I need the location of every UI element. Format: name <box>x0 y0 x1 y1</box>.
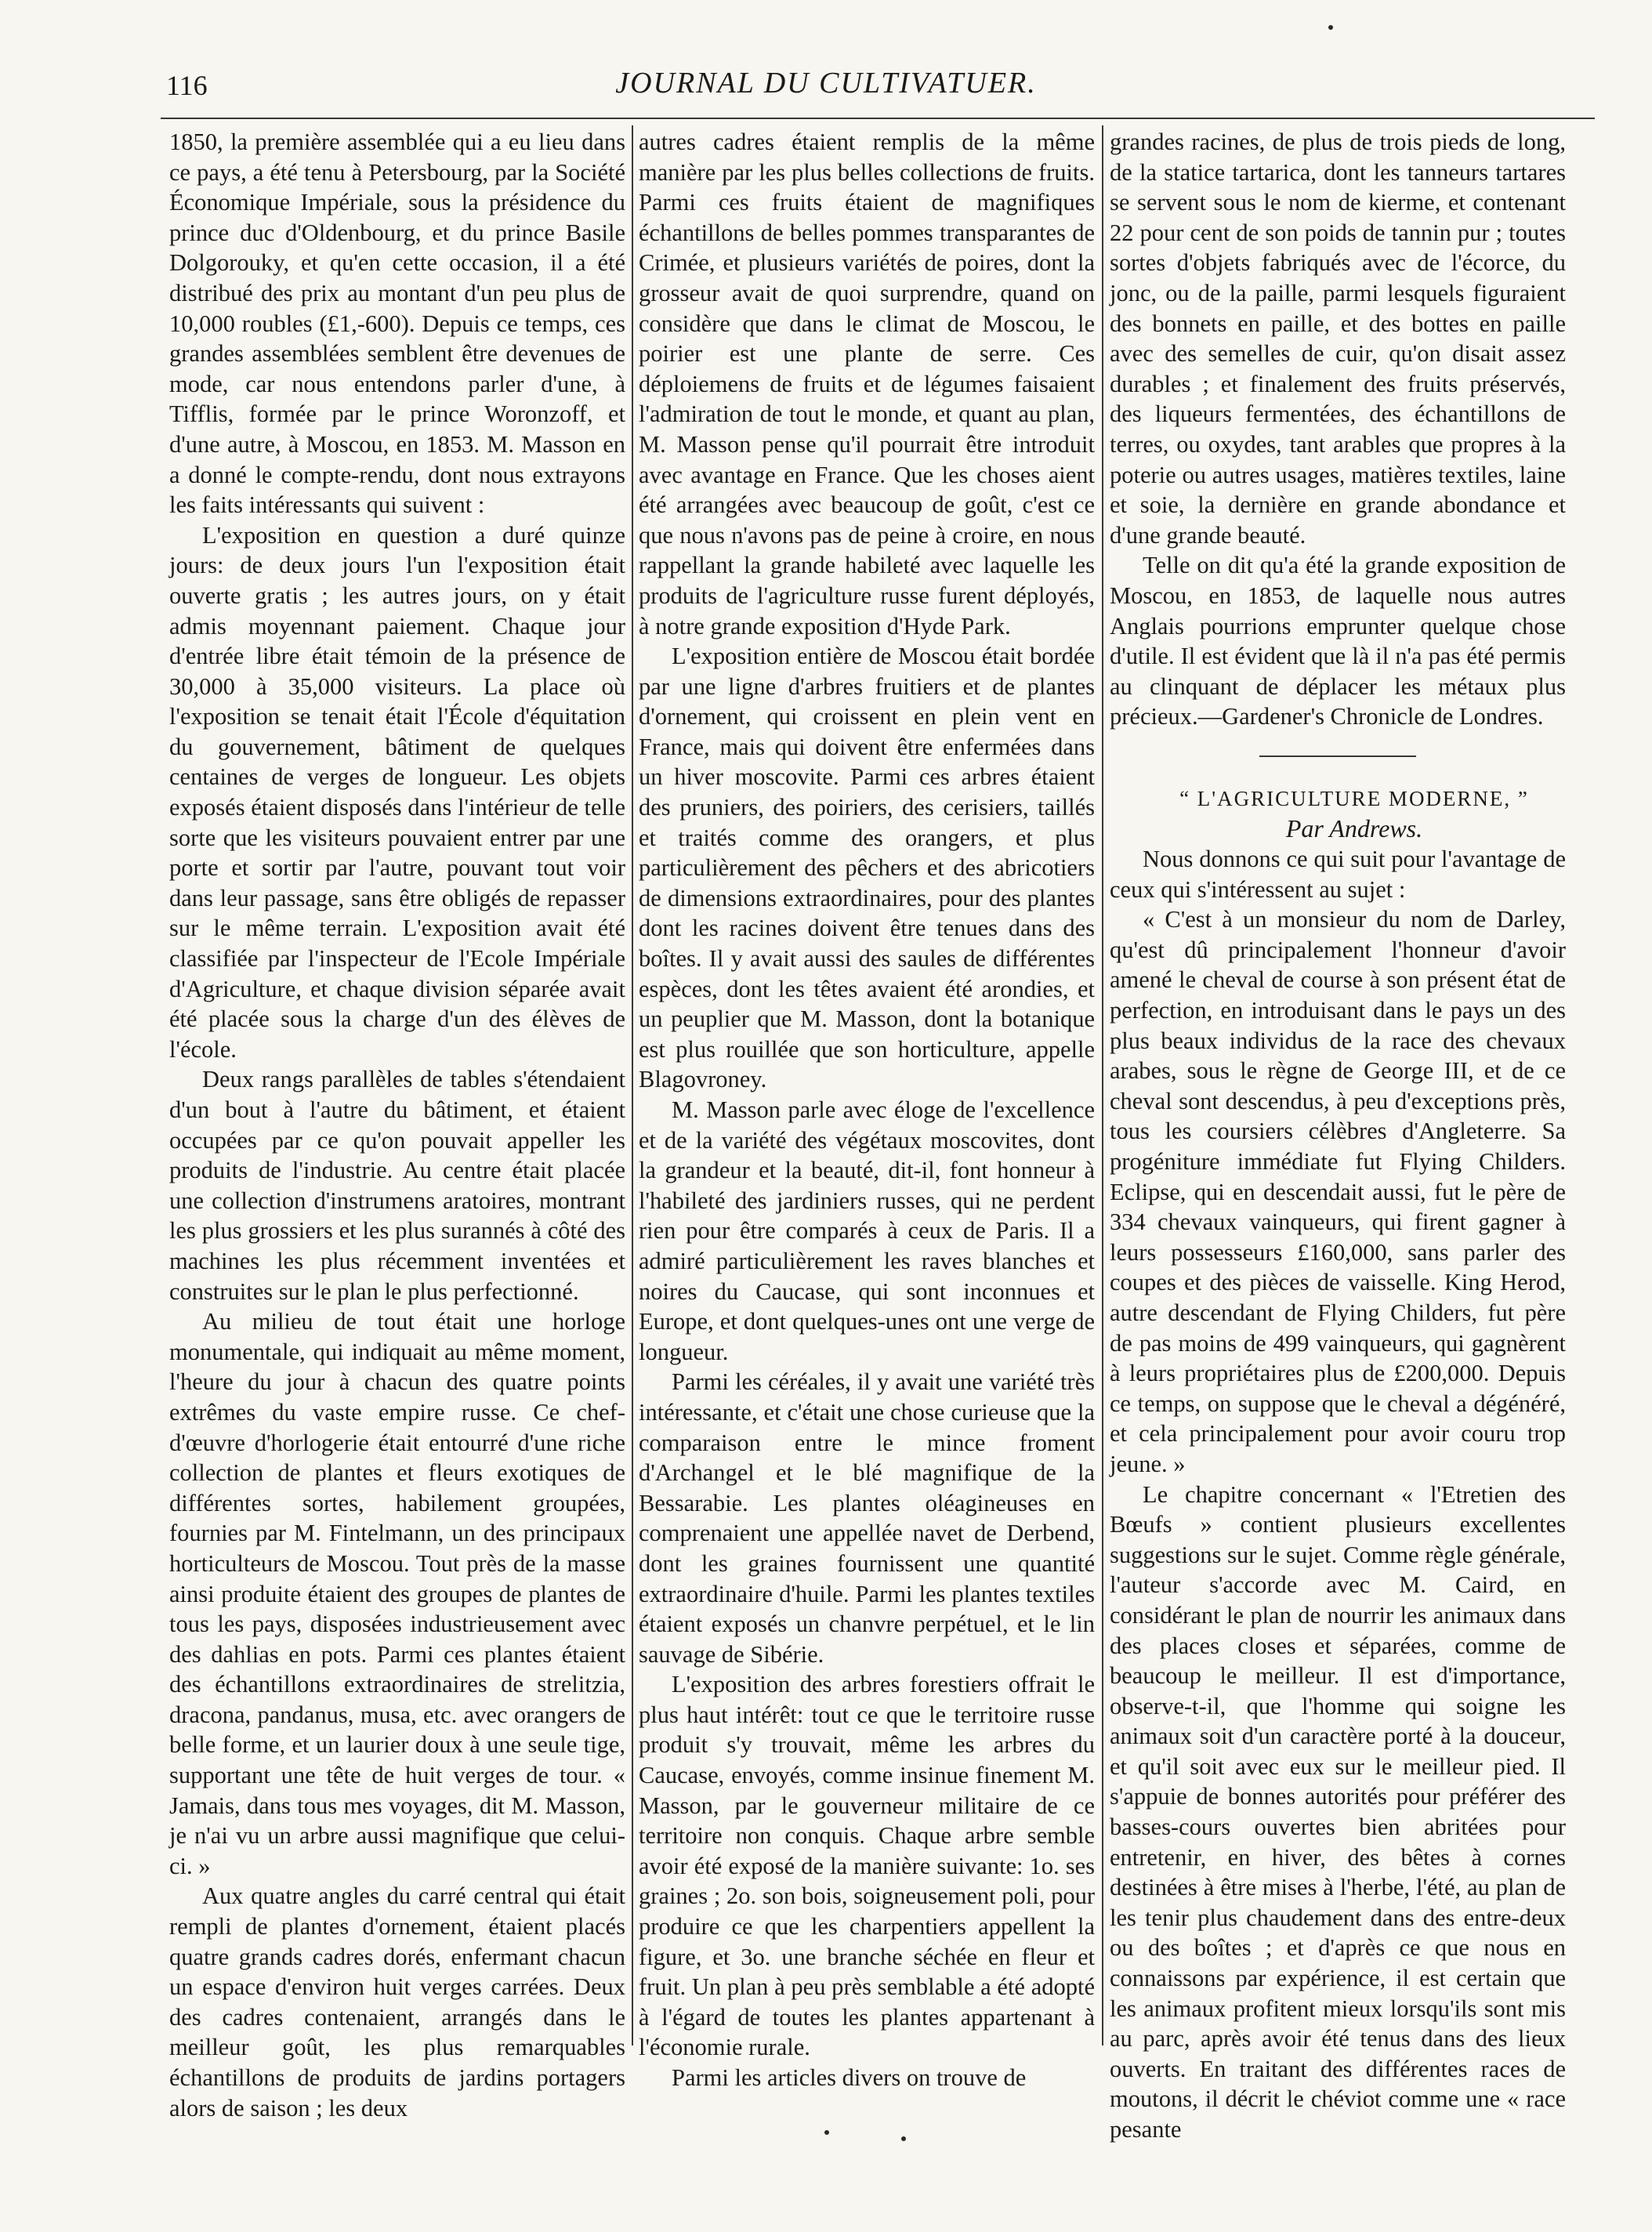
paragraph: L'exposition des arbres forestiers offrait le plus haut intérêt: tout ce que le territoire russe produit s'y trouvait, même les arbres du Caucase, envoyés, comme insinue finement M. Masson, par le gouverneur militaire de ce territoire non conquis. Chaque arbre semble avoir été exposé de la manière suivante: 1o. ses graines ; 2o. son bois, soigneusement poli, pour produire ce que les charpentiers appellent la figure, et 3o. une branche séchée en fleur et fruit. Un plan à peu près semblable a été adopté à l'égard de toutes les plantes appartenant à l'économie rurale. <box>639 1671 1095 2061</box>
paragraph: Parmi les articles divers on trouve de <box>672 2064 1027 2091</box>
paragraph: Le chapitre concernant « l'Etretien des Bœufs » contient plusieurs excellentes suggestions sur le sujet. Comme règle générale, l'auteur s'accorde avec M. Caird, en considérant le plan de nourrir les animaux dans des places closes et séparées, comme de beaucoup le meilleur. Il est d'importance, observe-t-il, que l'homme qui soigne les animaux soit d'un caractère porté à la douceur, et qu'il soit avec eux sur le meilleur pied. Il s'appuie de bonnes autorités pour préférer des basses-cours ouvertes bien abritées pour entretenir, en hiver, des bêtes à cornes destinées à être mises à l'herbe, l'été, au plan de les tenir plus chaudement dans des entre-deux ou des boîtes ; et d'après ce que nous en connaissons par expérience, il est certain que les animaux profitent mieux lorsqu'ils sont mis au parc, après avoir été tenus dans des lieux ouverts. En traitant des différentes races de moutons, il décrit le chéviot comme une « race pesante <box>1110 1480 1566 2143</box>
article-byline: Par Andrews. <box>1285 814 1423 843</box>
ink-speck <box>901 2136 906 2141</box>
paragraph: Nous donnons ce qui suit pour l'avantage de ceux qui s'intéressent au sujet : <box>1110 846 1566 903</box>
header-rule <box>161 118 1595 119</box>
paragraph: Telle on dit qu'a été la grande exposition de Moscou, en 1853, de laquelle nous autres Anglais pourrions emprunter quelque chose d'utile. Il est évident que là il n'a pas été permis au clinquant de déplacer les métaux plus précieux.—Gardener's Chronicle de Londres. <box>1110 552 1566 730</box>
ink-speck <box>824 2130 829 2135</box>
ink-speck <box>1328 25 1333 30</box>
column-divider <box>632 125 633 2045</box>
paragraph: grandes racines, de plus de trois pieds de long, de la statice tartarica, dont les tanneurs tartares se servent sous le nom de kierme, et contenant 22 pour cent de son poids de tannin pur ; toutes sortes d'objets fabriqués avec de l'écorce, du jonc, ou de la paille, parmi lesquels figuraient des bonnets en paille, et des bottes en paille avec des semelles de cuir, qu'on disait assez durables ; et finalement des fruits préservés, des liqueurs fermentées, des échantillons de terres, ou oxydes, tant arables que propres à la poterie ou autres usages, matières textiles, laine et soie, la dernière en grande abondance et d'une grande beauté. <box>1110 129 1566 549</box>
column-divider <box>1102 125 1103 2045</box>
paragraph: Au milieu de tout était une horloge monumentale, qui indiquait au même moment, l'heure du jour à chacun des quatre points extrêmes du vaste empire russe. Ce chef-d'œuvre d'horlogerie était entourré d'une riche collection de plantes et fleurs exotiques de différentes sortes, habilement groupées, fournies par M. Fintelmann, un des principaux horticulteurs de Moscou. Tout près de la masse ainsi produite étaient des groupes de plantes de tous les pays, disposées industrieusement avec des dahlias en pots. Parmi ces plantes étaient des échantillons extraordinaires de strelitzia, dracona, pandanus, musa, etc. avec orangers de belle forme, et un laurier doux à une seule tige, supportant une tête de huit verges de tour. « Jamais, dans tous mes voyages, dit M. Masson, je n'ai vu un arbre aussi magnifique que celui-ci. » <box>169 1308 625 1879</box>
paragraph: « C'est à un monsieur du nom de Darley, qu'est dû principalement l'honneur d'avoir amené le cheval de course à son présent état de perfection, en introduisant dans le pays un des plus beaux individus de la race des chevaux arabes, sous le règne de George III, et de ce cheval sont descendus, à peu d'exceptions près, tous les coursiers célèbres d'Angleterre. Sa progéniture immédiate fut Flying Childers. Eclipse, qui en descendait aussi, fut le père de 334 chevaux vainqueurs, qui firent gagner à leurs possesseurs £160,000, sans parler des coupes et des pièces de vaisselle. King Herod, autre descendant de Flying Childers, fut père de pas moins de 499 vainqueurs, qui gagnèrent à leurs propriétaires plus de £200,000. Depuis ce temps, on suppose que le cheval a dégénéré, et cela principalement pour avoir couru trop jeune. » <box>1110 906 1566 1477</box>
paragraph: L'exposition entière de Moscou était bordée par une ligne d'arbres fruitiers et de plantes d'ornement, qui croissent en plein vent en France, mais qui doivent être enfermées dans un hiver moscovite. Parmi ces arbres étaient des pruniers, des poiriers, des cerisiers, taillés et traités comme des orangers, et plus particulièrement des pêchers et des abricotiers de dimensions extraordinaires, pour des plantes dont les racines doivent être tenues dans des boîtes. Il y avait aussi des saules de différentes espèces, dont les têtes avaient été arondies, et un peuplier que M. Masson, dont la botanique est plus rouillée que son horticulture, appelle Blagovroney. <box>639 643 1095 1093</box>
paragraph: 1850, la première assemblée qui a eu lieu dans ce pays, a été tenu à Petersbourg, par la Société Économique Impériale, sous la présidence du prince duc d'Oldenbourg, et du prince Basile Dolgorouky, et qu'en cette occasion, il a été distribué des prix au montant d'un peu plus de 10,000 roubles (£1,-600). Depuis ce temps, ces grandes assemblées semblent être devenues de mode, car nous entendons parler d'une, à Tifflis, formée par le prince Woronzoff, et d'une autre, à Moscou, en 1853. M. Masson en a donné le compte-rendu, dont nous extrayons les faits intéressants qui suivent : <box>169 129 625 519</box>
article-title: “ L'AGRICULTURE MODERNE, ” <box>1179 786 1529 810</box>
paragraph: Aux quatre angles du carré central qui était rempli de plantes d'ornement, étaient placés quatre grands cadres dorés, enfermant chacun un espace d'environ huit verges carrées. Deux des cadres contenaient, arrangés dans le meilleur goût, les plus remarquables échantillons de produits de jardins portagers alors de saison ; les deux <box>169 1882 625 2121</box>
article-separator <box>1259 755 1416 757</box>
paragraph: Parmi les céréales, il y avait une variété très intéressante, et c'était une chose curieuse que la comparaison entre le mince froment d'Archangel et le blé magnifique de la Bessarabie. Les plantes oléagineuses en comprenaient une appellée navet de Derbend, dont les graines fournissent une quantité extraordinaire d'huile. Parmi les plantes textiles étaient exposés un chanvre perpétuel, et le lin sauvage de Sibérie. <box>639 1368 1095 1668</box>
paragraph: autres cadres étaient remplis de la même manière par les plus belles collections de fruits. Parmi ces fruits étaient de magnifiques échantillons de belles pommes transparantes de Crimée, et plusieurs variétés de poires, dont la grosseur avait de quoi surprendre, quand on considère que dans le climat de Moscou, le poirier est une plante de serre. Ces déploiemens de fruits et de légumes faisaient l'admiration de tout le monde, et quant au plan, M. Masson pense qu'il pourrait être introduit avec avantage en France. Que les choses aient été arrangées avec beaucoup de goût, c'est ce que nous n'avons pas de peine à croire, en nous rappellant la grande habileté avec laquelle les produits de l'agriculture russe furent déployés, à notre grande exposition d'Hyde Park. <box>639 129 1095 640</box>
text-column-1 <box>169 127 625 2121</box>
paragraph: L'exposition en question a duré quinze jours: de deux jours l'un l'exposition était ouverte gratis ; les autres jours, on y était admis moyennant paiement. Chaque jour d'entrée libre était témoin de la présence de 30,000 à 35,000 visiteurs. La place où l'exposition se tenait était l'École d'équitation du gouvernement, bâtiment de quelques centaines de verges de longueur. Les objets exposés étaient disposés dans l'intérieur de telle sorte que les visiteurs pouvaient entrer par une porte et sortir par l'autre, pouvant tout voir dans leur passage, sans être obligés de repasser sur le même terrain. L'exposition avait été classifiée par l'inspecteur de l'Ecole Impériale d'Agriculture, et chaque division séparée avait été placée sous la charge d'un des élèves de l'école. <box>169 521 625 1063</box>
text-column-3 <box>1110 127 1566 2143</box>
paragraph: Deux rangs parallèles de tables s'étendaient d'un bout à l'autre du bâtiment, et étaient occupées par ce qu'on pouvait appeller les produits de l'industrie. Au centre était placée une collection d'instrumens aratoires, montrant les plus grossiers et les plus surannés à côté des machines les plus récemment inventées et construites sur le plan le plus perfectionné. <box>169 1066 625 1305</box>
running-title: JOURNAL DU CULTIVATUER. <box>615 67 1037 100</box>
page-number: 116 <box>166 70 208 101</box>
text-column-2 <box>639 127 1095 2091</box>
paragraph: M. Masson parle avec éloge de l'excellence et de la variété des végétaux moscovites, dont la grandeur et la beauté, dit-il, font honneur à l'habileté des jardiniers russes, qui ne perdent rien pour être comparés à ceux de Paris. Il a admiré particulièrement les raves blanches et noires du Caucase, qui sont inconnues et Europe, et dont quelques-unes ont une verge de longueur. <box>639 1096 1095 1365</box>
